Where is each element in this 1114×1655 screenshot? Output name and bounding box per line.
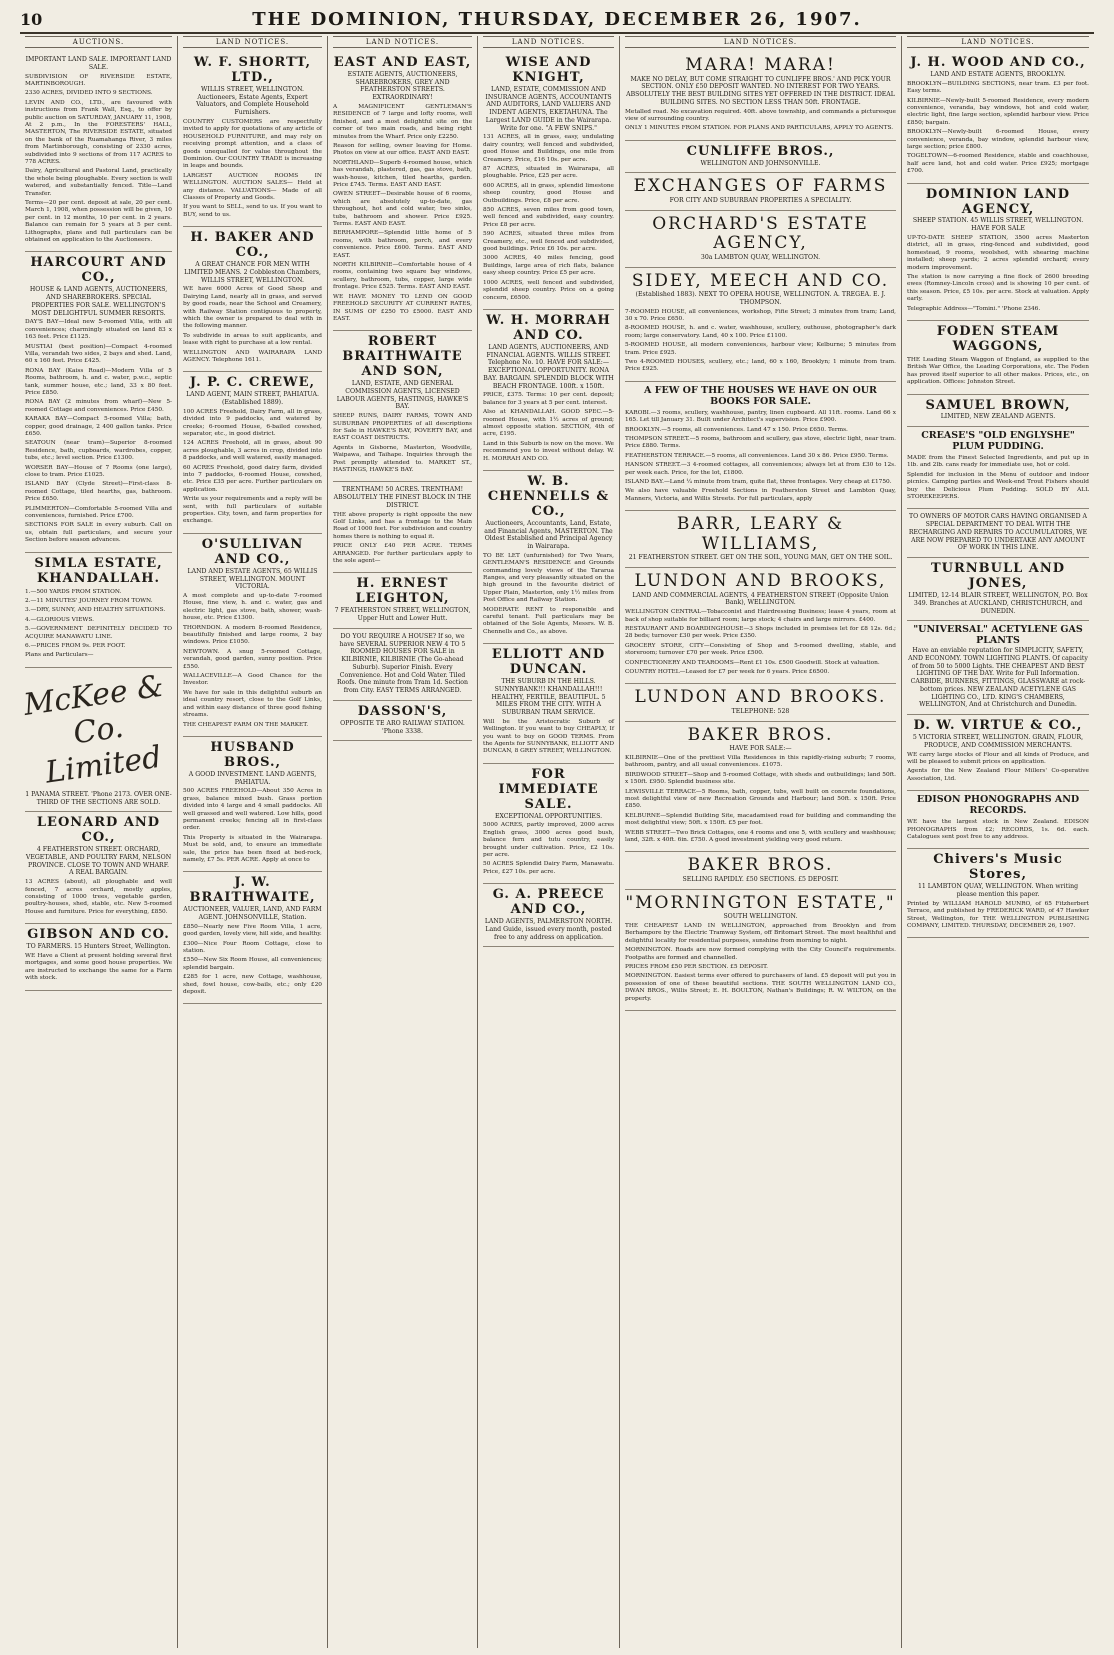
advertisement: [333, 482, 472, 573]
ad-paragraph: Will be the Aristocratic Suburb of Wellington. If you want to buy CHEAPLY, If you want to buy on GOOD TERMS. From the Agents for SUNNYBANK, ELLIOTT AND DUNCAN, 8 GREY STREET, WELLINGTON.: [483, 718, 614, 755]
ad-paragraph: LEVIN AND CO., LTD., are favoured with instructions from Frank Wall, Esq., to offer by public auction on SATURDAY, JANUARY 11, 1908, At 2 p.m., In the FORESTERS' HALL, MASTERTON, The RIVERSIDE ESTATE, situated on the bank of the Ruamahanga River, 3 miles from Martinborough, consisting of 2330 acres, subdivided into 9 sections of from 117 ACRES to 778 ACRES.: [25, 99, 173, 165]
advertisement: [625, 173, 896, 210]
advertisement: [25, 252, 172, 552]
ad-subtitle: THE SUBURB IN THE HILLS. SUNNYBANK!!! KHANDALLAH!!! HEALTHY, FERTILE, BEAUTIFUL. 5 MILES FROM THE CITY. WITH A SUBURBAN TRAM SERVICE.: [491, 678, 606, 717]
ad-paragraph: TO BE LET (unfurnished) for Two Years, GENTLEMAN'S RESIDENCE and Grounds commanding lovely views of the Tararua Ranges, and very pleasantly situated on the high ground in the favourite district of Upper Plain, Masterton, only 1½ miles from Post Office and Railway Station.: [483, 552, 614, 604]
column-land-notices-6: [902, 36, 1094, 1648]
ad-subtitle: LAND AGENTS, PALMERSTON NORTH. Land Guide, issued every month, posted free to any address on application.: [484, 918, 613, 941]
advertisement: [25, 812, 172, 924]
ad-subtitle: EXCEPTIONAL OPPORTUNITIES.: [494, 812, 603, 820]
ad-title: SIMLA ESTATE, KHANDALLAH.: [34, 555, 163, 586]
ad-paragraph: Reason for selling, owner leaving for Home. Photos on view at our office. EAST AND EAST.: [333, 142, 472, 157]
ad-subtitle: 1 PANAMA STREET. 'Phone 2173. OVER ONE-THIRD OF THE SECTIONS ARE SOLD.: [25, 790, 172, 806]
ad-paragraph: RONA BAY (2 minutes from wharf)—New 5-roomed Cottage and conveniences. Price £450.: [25, 399, 172, 413]
ad-subtitle: HOUSE & LAND AGENTS, AUCTIONEERS, AND SHAREBROKERS. SPECIAL PROPERTIES FOR SALE. WELLINGTON'S MOST DELIGHTFUL SUMMER RESORTS.: [29, 286, 168, 317]
ad-subtitle: MAKE NO DELAY, BUT COME STRAIGHT TO CUNLIFFE BROS.' AND PICK YOUR SECTION. ONLY £50 DEPOSIT WANTED. NO INTEREST FOR TWO YEARS. ABSOLUTELY THE BEST BUILDING SITES YET OFFERED IN THE DISTRICT. IDEAL BUILDING SITES. NO SECTION LESS THAN 50ft. FRONTAGE.: [626, 75, 895, 106]
ad-paragraph: Two 4-ROOMED HOUSES, scullery, etc.; land, 60 x 160, Brooklyn; 1 minute from tram. Price £925.: [625, 359, 896, 373]
ad-paragraph: THORNDON. A modern 8-roomed Residence, beautifully finished and large rooms, 2 bay windows. Price £1050.: [183, 624, 322, 646]
ad-title: ROBERT BRAITHWAITE AND SON,: [342, 334, 463, 380]
advertisement: [907, 509, 1089, 558]
ad-title: H. BAKER AND CO.,: [190, 230, 315, 261]
ad-paragraph: 131 ACRES, all in grass, easy, undulating dairy country, well fenced and subdivided, good House and Buildings, one mile from Creamery. Price, £16 10s. per acre.: [483, 134, 614, 163]
ad-subtitle: LAND AND ESTATE AGENTS, 65 WILLIS STREET, WELLINGTON. MOUNT VICTORIA.: [187, 567, 318, 591]
advertisement: [183, 227, 322, 372]
ad-paragraph: SECTIONS FOR SALE in every suburb. Call on us, obtain full particulars, and secure your Section before season advances.: [25, 522, 172, 544]
ad-subtitle: A GOOD INVESTMENT. LAND AGENTS, PAHIATUA.: [188, 770, 317, 786]
ad-title: J. P. C. CREWE,: [189, 375, 316, 391]
advertisement: [625, 268, 896, 382]
ad-title: BAKER BROS.: [687, 724, 834, 745]
ad-title: H. ERNEST LEIGHTON,: [355, 576, 450, 607]
ad-paragraph: 2330 ACRES, DIVIDED INTO 9 SECTIONS.: [25, 90, 153, 97]
ad-title: DOMINION LAND AGENCY,: [925, 186, 1071, 217]
advertisement: [907, 621, 1089, 715]
ad-paragraph: DAY'S BAY—Ideal new 5-roomed Villa, with all conveniences; charmingly situated on land 83 x 163 feet. Price £1125.: [25, 319, 172, 341]
advertisement: [183, 372, 322, 534]
ad-paragraph: MODERATE RENT to responsible and careful tenant. Full particulars may be obtained of the Sole Agents, Messrs. W. B. Chennells and Co., as above.: [483, 606, 614, 635]
ad-paragraph: 1.—500 YARDS FROM STATION.: [25, 588, 122, 595]
ad-paragraph: ISLAND BAY (Clyde Street)—First-class 8-roomed Cottage, tiled hearths, gas, bathroom. Price £650.: [25, 481, 172, 503]
ad-title: FODEN STEAM WAGGONS,: [936, 324, 1060, 354]
column-heading: LAND NOTICES.: [907, 36, 1089, 48]
ad-paragraph: KARAKA BAY—Compact 5-roomed Villa; bath, copper, good drainage, 2 400 gallon tanks. Price £650.: [25, 416, 172, 437]
ad-paragraph: WELLINGTON AND WAIRARAPA LAND AGENCY. Telephone 1611.: [183, 349, 322, 363]
advertisement: [625, 852, 896, 889]
ad-title: G. A. PREECE AND CO.,: [492, 887, 605, 918]
ad-paragraph: This Property is situated in the Wairarapa. Must be sold, and, to ensure an immediate sale, the price has been fixed at bed-rock, namely, £7 5s. PER ACRE. Apply at once to: [183, 834, 322, 863]
ad-paragraph: Printed by WILLIAM HAROLD MUNRO, of 65 Fitzherbert Terrace, and published by FREDERICK WARD, of 47 Hawker Street, Wellington, for THE WELLINGTON PUBLISHING COMPANY, LIMITED. THURSDAY, DECEMBER 26, 1907.: [907, 900, 1089, 929]
ad-subtitle: SHEEP STATION. 45 WILLIS STREET, WELLINGTON. HAVE FOR SALE: [912, 217, 1084, 233]
ad-paragraph: 1000 ACRES, well fenced and subdivided, splendid sheep country. Price on a going concern, £6500.: [483, 279, 614, 301]
ad-paragraph: Telegraphic Address—"Tomini." 'Phone 2346.: [907, 305, 1041, 312]
ad-subtitle: SELLING RAPIDLY. £50 SECTIONS. £5 DEPOSIT.: [682, 875, 839, 883]
ad-title: SAMUEL BROWN,: [925, 397, 1071, 413]
ad-title: TURNBULL AND JONES,: [930, 561, 1066, 592]
ad-subtitle: 5 VICTORIA STREET, WELLINGTON. GRAIN, FLOUR, PRODUCE, AND COMMISSION MERCHANTS.: [912, 734, 1084, 749]
ad-subtitle: (Established 1883). NEXT TO OPERA HOUSE, WELLINGTON. A. TREGEA. E. J. THOMPSON.: [635, 291, 886, 306]
advertisement: [625, 511, 896, 568]
ad-paragraph: Agents in Gisborne, Masterton, Woodville, Waipawa, and Taihape. Inquiries through the Post promptly attended to. MARKET ST., HASTINGS, HAWKE'S BAY.: [333, 444, 472, 473]
ad-paragraph: 850 ACRES, seven miles from good town, well fenced and subdivided, easy country. Price £8 per acre.: [483, 207, 614, 228]
ad-title: W. F. SHORTT, LTD.,: [193, 55, 312, 85]
ad-paragraph: £300—Nice Four Room Cottage, close to station.: [183, 940, 322, 954]
ad-paragraph: CONFECTIONERY AND TEAROOMS—Rent £1 10s. £500 Goodwill. Stock at valuation.: [625, 659, 880, 666]
ad-title: CREASE'S "OLD ENGLYSHE" PLUM PUDDING.: [921, 430, 1075, 453]
ad-paragraph: 3.—DRY, SUNNY, AND HEALTHY SITUATIONS.: [25, 607, 166, 614]
column-auctions: [20, 36, 178, 1648]
ad-paragraph: ONLY 1 MINUTES FROM STATION. FOR PLANS AND PARTICULARS, APPLY TO AGENTS.: [625, 125, 894, 132]
advertisement: [907, 849, 1089, 938]
ad-paragraph: 5000 ACRES, partly improved, 2000 acres English grass, 3000 acres good bush, balance fern and tutu country, easily brought under cultivation. Price, £2 10s. per acre.: [483, 822, 614, 859]
ad-title: SIDEY, MEECH AND CO.: [631, 270, 890, 291]
column-land-notices-2: [178, 36, 328, 1648]
ad-subtitle: AUCTIONEER, VALUER, LAND, AND FARM AGENT. JOHNSONVILLE, Station.: [183, 906, 322, 921]
ad-paragraph: 5.—GOVERNMENT DEFINITELY DECIDED TO ACQUIRE MANAWATU LINE.: [25, 626, 172, 640]
ad-paragraph: HANSON STREET.—3 4-roomed cottages, all conveniences; always let at from £30 to 12s. per week each. Price, for the lot, £1800.: [625, 462, 896, 476]
ad-paragraph: 100 ACRES Freehold, Dairy Farm, all in grass, divided into 9 paddocks, and watered by creeks; 6-roomed House, 6-bailed cowshed, separator, etc., in good district.: [183, 408, 322, 437]
ad-paragraph: TOGELTOWN—6-roomed Residence, stable and coachhouse, half acre land, hot and cold water. Price £925; mortgage £700.: [907, 153, 1089, 175]
column-heading: LAND NOTICES.: [483, 36, 614, 48]
ad-subtitle: Have an enviable reputation for SIMPLICITY, SAFETY, AND ECONOMY. TOWN LIGHTING PLANTS. Of capacity of from 50 to 5000 Lights. THE CHEAPEST AND BEST LIGHTING OF THE DAY. Write for Full Information. CARBIDE, BURNERS, FITTINGS, GLASSWARE at rock-bottom prices. NEW ZEALAND ACETYLENE GAS LIGHTING CO., LTD. KING'S CHAMBERS, WELLINGTON, And at Christchurch and Dunedin.: [908, 647, 1088, 709]
advertisement: [625, 684, 896, 721]
ad-title: W. B. CHENNELLS & CO.,: [487, 473, 610, 519]
ad-paragraph: WE carry large stocks of Flour and all kinds of Produce, and will be pleased to submit prices on application.: [907, 751, 1089, 766]
ad-paragraph: NORTH KILBIRNIE—Comfortable house of 4 rooms, containing two square bay windows, scullery, bathroom, tubs, copper, large wide frontage. Price £525. Terms. EAST AND EAST.: [333, 262, 472, 291]
ad-subtitle: 11 LAMBTON QUAY, WELLINGTON. When writing please mention this paper.: [917, 883, 1079, 898]
advertisement: [333, 331, 472, 482]
ad-paragraph: RESTAURANT AND BOARDINGHOUSE—3 Shops included in premises let for £8 12s. 6d.; 28 beds; turnover £30 per week. Price £350.: [625, 625, 896, 640]
ad-subtitle: 21 FEATHERSTON STREET. GET ON THE SOIL, YOUNG MAN, GET ON THE SOIL.: [628, 554, 893, 562]
ad-subtitle: 7 FEATHERSTON STREET, WELLINGTON, Upper Hutt and Lower Hutt.: [334, 607, 471, 623]
ad-paragraph: Agents for the New Zealand Flour Millers' Co-operative Association, Ltd.: [907, 768, 1089, 782]
advertisement: [25, 52, 172, 252]
ad-title: "UNIVERSAL" ACETYLENE GAS PLANTS: [913, 624, 1083, 647]
ad-paragraph: RONA BAY (Kaiss Road)—Modern Villa of 5 Rooms, bathroom, h. and c. water, p.w.c., septic tank, summer house, etc.; land, 33 x 80 feet. Price £850.: [25, 367, 172, 396]
advertisement: [625, 141, 896, 174]
advertisement: [907, 791, 1089, 849]
ad-subtitle: LIMITED, NEW ZEALAND AGENTS.: [940, 413, 1056, 421]
ad-title: BARR, LEARY & WILLIAMS,: [676, 514, 845, 554]
ad-paragraph: LARGEST AUCTION ROOMS IN WELLINGTON. AUCTION SALES— Held at any distance. VALUATIONS— Made of all Classes of Property and Goods.: [183, 172, 322, 201]
ad-paragraph: NEWTOWN. A snug 5-roomed Cottage, verandah, good garden, sunny position. Price £550.: [183, 648, 322, 670]
ad-paragraph: A most complete and up-to-date 7-roomed House, fine view, h. and c. water, gas and electric light, gas stove, bath, shower, wash-house, etc. Price £1300.: [183, 593, 322, 622]
ad-paragraph: 60 ACRES Freehold, good dairy farm, divided into 7 paddocks, 6-roomed House, cowshed, etc. Price £35 per acre. Further particulars on application.: [183, 464, 322, 493]
ad-paragraph: THE CHEAPEST FARM ON THE MARKET.: [183, 721, 309, 728]
ad-subtitle: LIMITED, 12-14 BLAIR STREET, WELLINGTON, P.O. Box 349. Branches at AUCKLAND, CHRISTCHURCH, and DUNEDIN.: [908, 592, 1088, 615]
ad-subtitle: IMPORTANT LAND SALE. IMPORTANT LAND SALE.: [25, 56, 172, 71]
ad-paragraph: FEATHERSTON TERRACE.—5 rooms, all conveniences. Land 30 x 86. Price £950. Terms.: [625, 452, 889, 459]
advertisement: [907, 558, 1089, 621]
advertisement: [333, 629, 472, 701]
ad-paragraph: GROCERY STORE, CITY—Consisting of Shop and 5-roomed dwelling, stable, and storeroom; turnover £70 per week. Price £500.: [625, 642, 896, 657]
ad-title: CUNLIFFE BROS.,: [686, 143, 835, 159]
ad-paragraph: 87 ACRES, situated in Wairarapa, all ploughable. Price, £25 per acre.: [483, 166, 614, 180]
ad-paragraph: 3000 ACRES, 40 miles fencing, good Buildings, large area of rich flats, balance easy sheep country. Price £5 per acre.: [483, 255, 614, 277]
ad-paragraph: 4.—GLORIOUS VIEWS.: [25, 616, 94, 623]
ad-paragraph: BROOKLYN.—5 rooms, all conveniences. Land 47 x 150. Price £650. Terms.: [625, 426, 848, 433]
column-land-notices-5: [620, 36, 902, 1648]
advertisement: [333, 573, 472, 628]
ad-subtitle: DO YOU REQUIRE A HOUSE? If so, we have SEVERAL SUPERIOR NEW 4 TO 5 ROOMED HOUSES FOR SALE in KILBIRNIE, KILBIRNIE (The Go-ahead Suburb). Superior Finish. Every Convenience. Hot and Cold Water. Tiled Roofs. One minute from Tram 1d. Section from City. EASY TERMS ARRANGED.: [337, 632, 468, 695]
ad-paragraph: THE above property is right opposite the new Golf Links, and has a frontage to the Main Road of 1000 feet. For subdivision and country homes there is nothing to equal it.: [333, 511, 472, 540]
ad-paragraph: Splendid for inclusion in the Menu of outdoor and indoor picnics. Camping parties and Week-end Trout Fishers should buy the Delicious Plum Pudding. SOLD BY ALL STOREKEEPERS.: [907, 471, 1089, 501]
ad-paragraph: £550—New Six Room House, all conveniences; splendid bargain.: [183, 957, 322, 971]
ad-subtitle: TELEPHONE: 528: [731, 707, 790, 715]
ad-subtitle: Auctioneers, Accountants, Land, Estate, and Financial Agents, MASTERTON. The Oldest Established and Principal Agency in Wairarapa.: [484, 519, 613, 550]
ad-paragraph: Dairy, Agricultural and Pastoral Land, practically the whole being ploughable. Every section is well watered, and substantially fenced. Title—Land Transfer.: [25, 168, 172, 197]
ad-paragraph: MORNINGTON. Easiest terms ever offered to purchasers of land. £5 deposit will put you in possession of one of these beautiful sections. THE SOUTH WELLINGTON LAND CO., DWAN BROS., Willis Street; E. H. BOULTON, Nathan's Buildings; R. W. WILTON, on the property.: [625, 973, 896, 1002]
ad-paragraph: If you want to SELL, send to us. If you want to BUY, send to us.: [183, 204, 322, 218]
advertisement: [483, 52, 614, 310]
ad-title: LUNDON AND BROOKS.: [634, 687, 887, 708]
ad-title: A FEW OF THE HOUSES WE HAVE ON OUR BOOKS FOR SALE.: [644, 384, 877, 407]
ad-title: ORCHARD'S ESTATE AGENCY,: [652, 213, 869, 254]
advertisement: [625, 52, 896, 141]
advertisement: [25, 553, 172, 668]
newspaper-columns: [20, 36, 1094, 1648]
ad-paragraph: MORNINGTON. Roads are now formed complying with the City Council's requirements. Footpaths are formed and channelled.: [625, 947, 896, 961]
advertisement: [907, 427, 1089, 509]
ad-paragraph: PRICE, £375. Terms: 10 per cent. deposit; balance for 3 years at 5 per cent. interest.: [483, 392, 614, 406]
ad-title: WISE AND KNIGHT,: [505, 55, 592, 85]
ad-paragraph: PRICES FROM £50 PER SECTION. £5 DEPOSIT.: [625, 964, 769, 971]
ad-paragraph: BERHAMPORE—Splendid little home of 5 rooms, with bathroom, porch, and every convenience. Price £600. Terms. EAST AND EAST.: [333, 230, 472, 259]
ad-paragraph: LEWISVILLE TERRACE—5 Rooms, bath, copper, tubs, well built on concrete foundations, most delightful view of new Recreation Grounds and Harbour; land 50ft. x 150ft. Price £850.: [625, 788, 896, 810]
paper-title: THE DOMINION, THURSDAY, DECEMBER 26, 1907.: [252, 8, 862, 30]
ad-paragraph: BROOKLYN—BUILDING SECTIONS, near tram. £3 per foot. Easy terms.: [907, 80, 1089, 95]
ad-paragraph: WE have 6000 Acres of Good Sheep and Dairying Land, nearly all in grass, and served by good roads, near the School and Creamery, with Railway Station contiguous to property, which the owner is prepared to deal with in the following manner.: [183, 286, 322, 330]
ad-subtitle: HAVE FOR SALE:—: [729, 745, 792, 753]
page-number: 10: [20, 9, 43, 29]
ad-title: "MORNINGTON ESTATE,": [625, 892, 896, 913]
advertisement: [483, 884, 614, 947]
advertisement: [625, 890, 896, 1011]
ad-paragraph: WORSER BAY—House of 7 Rooms (one large), close to tram. Price £1025.: [25, 464, 172, 479]
ad-subtitle: ESTATE AGENTS, AUCTIONEERS, SHAREBROKERS, GREY AND FEATHERSTON STREETS. EXTRAORDINARY!: [347, 70, 458, 102]
ad-title: LEONARD AND CO.,: [36, 815, 161, 846]
advertisement: [907, 715, 1089, 791]
ad-paragraph: 590 ACRES, situated three miles from Creamery, etc., well fenced and subdivided, good buildings. Price £6 10s. per acre.: [483, 231, 614, 253]
ad-title: EXCHANGES OF FARMS: [633, 176, 888, 197]
ad-title: MARA! MARA!: [685, 55, 836, 75]
ad-paragraph: 50 ACRES Splendid Dairy Farm, Manawatu. Price, £27 10s. per acre.: [483, 861, 614, 875]
ad-subtitle: LAND AGENT, MAIN STREET, PAHIATUA. (Established 1889).: [186, 391, 319, 407]
ad-subtitle: FOR CITY AND SUBURBAN PROPERTIES A SPECIALITY.: [669, 197, 852, 204]
ad-title: Chivers's Music Stores,: [933, 852, 1063, 883]
ad-paragraph: BROOKLYN—Newly-built 6-roomed House, every convenience, veranda, bay window, splendid harbour view, large section; price £800.: [907, 129, 1089, 150]
advertisement: [183, 52, 322, 227]
column-heading: LAND NOTICES.: [183, 36, 322, 48]
advertisement: [625, 568, 896, 684]
ad-subtitle: WELLINGTON AND JOHNSONVILLE.: [700, 159, 821, 167]
ad-paragraph: WELLINGTON CENTRAL—Tobacconist and Hairdressing Business; lease 4 years, room at back of shop suitable for billiard room; large stock; 4 chairs and large mirrors. £400.: [625, 609, 896, 623]
ad-paragraph: NORTHLAND—Superb 4-roomed house, which has verandah, plastered, gas, gas stove, bath, wash-house, kitchen, tiled hearths, garden. Price £745. Terms. EAST AND EAST.: [333, 159, 472, 188]
advertisement: [907, 321, 1089, 395]
advertisement: [333, 701, 472, 741]
ad-title: EDISON PHONOGRAPHS AND RECORDS.: [916, 794, 1080, 817]
ad-title: BAKER BROS.: [687, 855, 834, 876]
ad-paragraph: 5-ROOMED HOUSE, all modern conveniences, harbour view; Kelburne; 5 minutes from tram. Price £925.: [625, 342, 896, 356]
ad-paragraph: MUSTIAI (best position)—Compact 4-roomed Villa, verandah two sides, 2 bays and shed. Land, 60 x 160 feet. Price £425.: [25, 343, 172, 365]
ad-paragraph: Also at KHANDALLAH. GOOD SPEC.—5-roomed House, with 1½ acres of ground; almost opposite station. SECTION, 4th of acre, £195.: [483, 409, 614, 438]
ad-subtitle: LAND AGENTS, AUCTIONEERS, AND FINANCIAL AGENTS. WILLIS STREET. Telephone No. 10. HAVE FOR SALE:— EXCEPTIONAL OPPORTUNITY. RONA BAY. BARGAIN. SPLENDID BLOCK WITH BEACH FRONTAGE. 100ft. x 150ft.: [483, 343, 614, 390]
ad-paragraph: The station is now carrying a fine flock of 2600 breeding ewes (Romney-Lincoln cross) and is showing 10 per cent. of this season. Price, £5 10s. per acre. Stock at valuation. Apply early.: [907, 273, 1089, 303]
ad-paragraph: 6.—PRICES FROM 9s. PER FOOT.: [25, 643, 126, 649]
ad-title: LUNDON AND BROOKS,: [634, 571, 887, 592]
column-heading: AUCTIONS.: [25, 36, 172, 48]
ad-paragraph: THE CHEAPEST LAND IN WELLINGTON, approached from Brooklyn and from Berhampore by the Electric Tramway System, off Britomart Street. The most healthful and delightful locality for residential purposes, sunshine from morning to night.: [625, 923, 896, 944]
ad-paragraph: PLIMMERTON—Comfortable 5-roomed Villa and conveniences, furnished. Price £700.: [25, 505, 172, 520]
ad-paragraph: COUNTRY HOTEL—Leased for £7 per week for 6 years. Price £6500.: [625, 668, 830, 675]
ad-paragraph: UP-TO-DATE SHEEP STATION, 3500 acres Masterton district, all in grass, ring-fenced and subdivided, good homestead, 9 rooms, woolshed, with shearing machine installed; sheep yards; 2 acres splendid orchard; every modern improvement.: [907, 234, 1089, 271]
ad-subtitle: LAND AND ESTATE AGENTS, BROOKLYN.: [930, 70, 1066, 78]
ad-paragraph: MADE from the Finest Selected Ingredients, and put up in 1lb. and 2lb. cans ready for immediate use, hot or cold.: [907, 455, 1089, 469]
advertisement: [483, 764, 614, 884]
ad-subtitle: LAND AND COMMERCIAL AGENTS, 4 FEATHERSTON STREET (Opposite Union Bank), WELLINGTON.: [632, 591, 889, 607]
signature-logo: McKee & Co. Limited: [21, 668, 166, 791]
advertisement: [183, 534, 322, 737]
ad-paragraph: SHEEP RUNS, DAIRY FARMS, TOWN AND SUBURBAN PROPERTIES of all descriptions for Sale in HAWKE'S BAY, POVERTY BAY, and EAST COAST DISTRICTS.: [333, 413, 472, 442]
ad-title: J. H. WOOD AND CO.,: [910, 55, 1086, 70]
column-land-notices-4: [478, 36, 620, 1648]
ad-paragraph: WE have the largest stock in New Zealand. EDISON PHONOGRAPHS from £2; RECORDS, 1s. 6d. each. Catalogues sent post free to any address.: [907, 819, 1089, 840]
ad-paragraph: THE Leading Steam Waggon of England, as supplied to the British War Office, the Leading Corporations, etc. The Foden has proved itself superior to all other makes. Prices, etc., on application. Offices: Johnston Street.: [907, 356, 1089, 386]
ad-subtitle: A GREAT CHANCE FOR MEN WITH LIMITED MEANS. 2 Cobbleston Chambers, WILLIS STREET, WELLINGTON.: [184, 261, 321, 284]
column-land-notices-3: [328, 36, 478, 1648]
ad-subtitle: TRENTHAM! 50 ACRES. TRENTHAM! ABSOLUTELY THE FINEST BLOCK IN THE DISTRICT.: [333, 486, 472, 509]
ad-paragraph: KILBIRNIE—Newly-built 5-roomed Residence, every modern convenience, veranda, bay windows, hot and cold water, electric light, fine large section, splendid harbour view. Price £850; bargain.: [907, 97, 1089, 126]
ad-paragraph: £285 for 1 acre, new Cottage, washhouse, shed, fowl house, cow-bails, etc.; only £20 deposit.: [183, 974, 322, 995]
ad-title: W. H. MORRAH AND CO.: [486, 312, 611, 343]
advertisement: [183, 737, 322, 872]
ad-paragraph: KELBURNE—Splendid Building Site, macadamised road for building and commanding the most delightful view; 50ft. x 150ft. £5 per foot.: [625, 812, 896, 827]
ad-subtitle: WILLIS STREET, WELLINGTON. Auctioneers, Estate Agents, Expert Valuators, and Complete Household Furnishers.: [196, 85, 309, 117]
ad-paragraph: Write us your requirements and a reply will be sent, with full particulars of suitable properties. City, town, and farm properties for exchange.: [183, 496, 322, 525]
ad-paragraph: 13 ACRES (about), all ploughable and well fenced, 7 acres orchard, mostly apples, consisting of 1000 trees, vegetable garden, poultry-houses, shed, stable, etc. New 5-roomed House and furniture. Price for everything, £850.: [25, 879, 172, 915]
ad-title: EAST AND EAST,: [333, 55, 472, 70]
ad-paragraph: KAROBI.—3 rooms, scullery, washhouse, pantry, linen cupboard. All 11ft. rooms. Land 66 x 165. Let till January 31. Built under Architect's supervision. Price £900.: [625, 409, 896, 424]
ad-subtitle: OPPOSITE TE ARO RAILWAY STATION. 'Phone 3338.: [340, 719, 465, 735]
ad-subtitle: TO OWNERS OF MOTOR CARS HAVING ORGANISED A SPECIAL DEPARTMENT TO DEAL WITH THE RECHARGING AND REPAIRS TO ACCUMULATORS, WE ARE NOW PREPARED TO UNDERTAKE ANY AMOUNT OF WORK IN THIS LINE.: [908, 513, 1088, 552]
ad-title: O'SULLIVAN AND CO.,: [201, 536, 304, 567]
ad-paragraph: Land in this Suburb is now on the move. We recommend you to invest without delay. W. H. MORRAH AND CO.: [483, 440, 614, 462]
ad-title: J. W. BRAITHWAITE,: [189, 875, 316, 906]
advertisement: [183, 872, 322, 1004]
ad-title: HARCOURT AND CO.,: [30, 255, 167, 286]
ad-title: HUSBAND BROS.,: [210, 739, 295, 770]
column-heading: LAND NOTICES.: [333, 36, 472, 48]
ad-subtitle: LAND, ESTATE, AND GENERAL COMMISSION AGENTS, LICENSED LABOUR AGENTS, HASTINGS, HAWKE'S BAY.: [336, 380, 469, 411]
ad-paragraph: WE HAVE MONEY TO LEND ON GOOD FREEHOLD SECURITY AT CURRENT RATES, IN SUMS OF £250 TO £5000. EAST AND EAST.: [333, 293, 472, 322]
ad-paragraph: OWEN STREET—Desirable house of 6 rooms, which are absolutely up-to-date, gas throughout, hot and cold water, two sinks, tubs, bathroom and shower. Price £925. Terms. EAST AND EAST.: [333, 191, 472, 228]
ad-title: ELLIOTT AND DUNCAN.: [491, 647, 606, 678]
ad-paragraph: We have for sale in this delightful suburb an ideal country resort, close to the Golf Links, and within easy distance of three good fishing streams.: [183, 689, 322, 719]
column-heading: LAND NOTICES.: [625, 36, 896, 48]
advertisement: [625, 722, 896, 853]
ad-paragraph: KILBIRNIE—One of the prettiest Villa Residences in this rapidly-rising suburb; 7 rooms, bathroom, pantry, and all usual conveniences. £1075.: [625, 754, 896, 769]
ad-paragraph: 500 ACRES FREEHOLD—About 350 Acres in grass, balance mixed bush. Grass portion divided into 4 large and 4 small paddocks. All well grassed and well watered. Low hills, good permanent creeks; fencing all in first-class order.: [183, 788, 322, 832]
ad-subtitle: LAND, ESTATE, COMMISSION AND INSURANCE AGENTS, ACCOUNTANTS AND AUDITORS, LAND VALUERS AND INDENT AGENTS, EKETAHUNA. The Largest LAND GUIDE in the Wairarapa. Write for one. "A FEW SNIPS.": [485, 85, 612, 132]
ad-title: DASSON'S,: [357, 703, 448, 719]
ad-paragraph: SUBDIVISION OF RIVERSIDE ESTATE, MARTINBOROUGH.: [25, 73, 172, 87]
ad-paragraph: A MAGNIFICENT GENTLEMAN'S RESIDENCE of 7 large and lofty rooms, well finished, and a most delightful site on the corner of two main roads, and being right minutes from the Wharf. Price only £2250.: [333, 103, 472, 140]
advertisement: [907, 395, 1089, 428]
advertisement: [483, 310, 614, 471]
advertisement: [333, 52, 472, 331]
advertisement: [907, 52, 1089, 184]
ad-paragraph: 8-ROOMED HOUSE, h. and c. water, washhouse, scullery, outhouse, photographer's dark room; large conservatory. Land, 40 x 100. Price £1100.: [625, 325, 896, 339]
ad-subtitle: TO FARMERS. 15 Hunters Street, Wellington.: [26, 943, 171, 951]
ad-paragraph: ISLAND BAY.—Land ¼ minute from tram, quite flat, three frontages. Very cheap at £1750.: [625, 478, 892, 485]
ad-paragraph: WALLACEVILLE—A Good Chance for the Investor.: [183, 673, 322, 687]
ad-paragraph: Metalled road. No excavation required. 40ft. above township, and commands a picturesque view of surrounding country.: [625, 108, 896, 122]
ad-paragraph: PRICE ONLY £40 PER ACRE. TERMS ARRANGED. For further particulars apply to the sole agent—: [333, 543, 472, 565]
ad-paragraph: Plans and Particulars—: [25, 652, 94, 659]
advertisement: [907, 184, 1089, 321]
ad-paragraph: £850—Nearly new Five Room Villa, 1 acre, good garden, lovely view, hill side, and healthy.: [183, 923, 322, 938]
ad-paragraph: 600 ACRES, all in grass, splendid limestone sheep country, good House and Outbuildings. Price, £8 per acre.: [483, 182, 614, 204]
ad-paragraph: COUNTRY CUSTOMERS are respectfully invited to apply for quotations of any article of HOUSEHOLD FURNITURE, and may rely on receiving prompt attention, and a class of goods unequalled for value throughout the Dominion. Our COUNTRY TRADE is increasing in leaps and bounds.: [183, 118, 322, 170]
ad-title: GIBSON AND CO.: [27, 927, 170, 943]
advertisement: [483, 471, 614, 644]
ad-paragraph: THOMPSON STREET.—5 rooms, bathroom and scullery, gas stove, electric light, near tram. Price £880. Terms.: [625, 435, 896, 450]
ad-title: FOR IMMEDIATE SALE.: [498, 766, 599, 812]
ad-paragraph: WE Have a Client at present holding several first mortgages, and some good house properties. We are instructed to exchange the same for a Farm with stock.: [25, 952, 172, 982]
ad-paragraph: To subdivide in areas to suit applicants, and lease with right to purchase at a low rental.: [183, 332, 322, 347]
ad-paragraph: 124 ACRES Freehold, all in grass, about 90 acres ploughable, 3 acres in crop, divided into 8 paddocks, and well watered, easily managed.: [183, 440, 323, 462]
ad-title: D. W. VIRTUE & CO.,: [913, 718, 1083, 734]
ad-subtitle: 30a LAMBTON QUAY, WELLINGTON.: [700, 253, 821, 261]
ad-paragraph: SEATOUN (near tram)—Superior 8-roomed Residence, bath, cupboards, wardrobes, copper, tubs, etc.; level section. Price £1300.: [25, 440, 172, 462]
advertisement: [483, 644, 614, 764]
masthead: [20, 6, 1094, 34]
ad-paragraph: 7-ROOMED HOUSE, all conveniences, workshop, Fifie Street; 3 minutes from tram; Land, 30 x 70. Price £650.: [625, 308, 896, 323]
ad-paragraph: 2.—11 MINUTES' JOURNEY FROM TOWN.: [25, 597, 153, 604]
ad-paragraph: BIRDWOOD STREET—Shop and 5-roomed Cottage, with sheds and outbuildings; land 50ft. x 150ft. £950. Splendid business site.: [625, 771, 896, 786]
ad-paragraph: WEBB STREET—Two Brick Cottages, one 4 rooms and one 5, with scullery and washhouse; land, 32ft. x 40ft. 6in. £750. A good investment yielding very good return.: [625, 829, 896, 843]
advertisement: [625, 211, 896, 268]
advertisement: [25, 924, 172, 990]
advertisement: [625, 382, 896, 511]
ad-subtitle: SOUTH WELLINGTON.: [723, 913, 798, 921]
ad-subtitle: 4 FEATHERSTON STREET. ORCHARD, VEGETABLE, AND POULTRY FARM, NELSON PROVINCE. CLOSE TO TOWN AND WHARF. A REAL BARGAIN.: [25, 846, 172, 877]
ad-paragraph: We also have valuable Freehold Sections in Featherston Street and Lambton Quay, Manners, Victoria, and Willis Streets. For full particulars, apply: [625, 488, 896, 502]
ad-paragraph: Terms—20 per cent. deposit at sale, 20 per cent. March 1, 1908, when possession will be given, 10 per cent. in 12 months, 10 per cent. in 2 years. Balance can remain for 5 years at 5 per cent. Lithographs, plans and full particulars can be obtained on application to the Auctioneers.: [25, 200, 172, 244]
